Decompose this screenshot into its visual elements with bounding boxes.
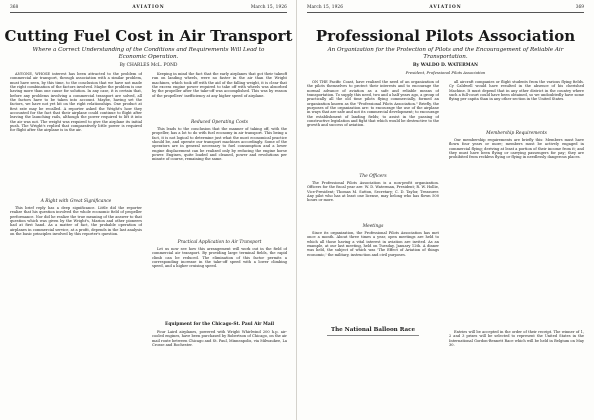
- left-col2c-paragraph: Let us now see how this arrangement will work out in the field of commercial air transport. By providing large terminal fields, the rapid climb can be reduced. The elimination of this factor permits a corresponding increase in the take-off speed with a lower climbing speed, and a higher cruising speed.: [152, 247, 287, 269]
- right-page: [297, 0, 594, 420]
- right-col1-paragraph: ON THE Pacific Coast, have realized the need of an organization of the pilots themselves to protect their interests and to encourage the normal advance of aviation as a safe and reliable means of transportation. To supply this need, two and a half years ago, a group of practically all the old time pilots flying commercially, formed an organization known as the "Professional Pilots Association." Briefly, the purposes of the organization are: to encourage the use of the airplane in ways that are safe and not its commercial development; to encourage the establishment of landing fields; to assist in the passing of constructive legislation and fight that which would be destructive to the growth and success of aviation.: [307, 80, 439, 128]
- right-col1-text: [307, 80, 439, 172]
- balloon-race-title: The National Balloon Race: [330, 327, 416, 333]
- right-col2-text: [449, 80, 584, 126]
- right-date: March 15, 1926: [307, 5, 344, 10]
- left-article-deck: Where a Correct Understanding of the Conditions and Requirements Will Lead to Economic Operation.: [32, 47, 265, 60]
- left-col2d-text: [152, 330, 287, 410]
- right-subhead-1: The Officers: [359, 174, 387, 179]
- right-header-rule: [307, 12, 584, 13]
- right-article-title: Professional Pilots Association: [315, 27, 576, 45]
- right-col2b-text: [449, 138, 584, 234]
- left-col2d-paragraph: Four Laird airplanes, powered with Wright Whirlwind 200 h.p. air-cooled engines, have been purchased by Robertson of Chicago, on the air mail route between Chicago and St. Paul, Minneapolis, via Milwaukee, La Crosse and Rochester.: [152, 330, 287, 348]
- left-running-head: AVIATION: [132, 5, 165, 10]
- right-folio: 369: [575, 5, 584, 10]
- right-article-deck: An Organization for the Protection of Pilots and the Encouragement of Reliable Air Transportation.: [327, 47, 564, 60]
- right-col2c-text: [449, 330, 584, 410]
- left-col2c-text: [152, 247, 287, 317]
- left-subhead-4: Equipment for the Chicago-St. Paul Air Mail: [164, 322, 275, 327]
- right-col2b-paragraph: Our membership requirements are briefly this: Members must have flown four years or more; members must be actively engaged in commercial flying; deriving at least a portion of their income from it; and they must have been flying or carrying passengers for pay; they are prohibited from reckless flying or flying in needlessly dangerous places.: [449, 138, 584, 160]
- balloon-race-rule: [327, 335, 419, 336]
- left-subhead-3: Practical Application to Air Transport: [177, 240, 262, 245]
- right-col2-paragraph: all aircraft companies or flight students from the various flying fields. Cy Caldwell would have resulted in the absence of his cherished Machine. It must depend that in any other district in the country where such a full-court could have been obtained, so we undoubtedly have some flying per capita than in any other section in the United States.: [449, 80, 584, 102]
- left-byline: By CHARLES McL. POND: [119, 63, 178, 68]
- right-byline: By WALDO D. WATERMAN: [412, 63, 479, 68]
- right-col1c-paragraph: Since its organization, the Professional Pilots Association has met once a month. About three times a year, open meetings are held to which all those having a vital interest in aviation are invited. As an example, at our last meeting, held on Tuesday, January 12th. A dinner was held, the subject of which was 'The Effect of Aviation of things economic,' the military, instruction and civil purposes.: [307, 231, 439, 257]
- right-running-head: AVIATION: [429, 5, 462, 10]
- left-subhead-1: A Right with Great Significance: [40, 199, 112, 204]
- left-col2b-text: [152, 127, 287, 237]
- right-col1c-text: [307, 231, 439, 411]
- left-date: March 15, 1926: [250, 5, 287, 10]
- right-col2c-paragraph: Entries will be accepted in the order of their receipt. The winner of 1, 2 and 3 prizes will be selected to represent the United States in the International Gordon-Bennett Race which will be held in Belgium on May 30.: [449, 330, 584, 348]
- left-col2-text: [152, 72, 287, 118]
- left-header-rule: [10, 12, 287, 13]
- left-article-title: Cutting Fuel Cost in Air Transport: [4, 27, 293, 45]
- right-subhead-3: Membership Requirements: [486, 131, 547, 136]
- left-col2b-paragraph: This leads to the conclusion that the manner of taking off, with the propeller, has a lot to do with fuel economy in air transport. This being a fact, it is not logical to determine just what the most economical practice should be, and operate our transport machines accordingly. Some of the operators are in general necessary to fuel consumption and a lower engine displacement can be realized only by reducing the engine horse power. Engines, quite loaded and cleaned, power and revolutions per minute of course, remaining the same.: [152, 127, 287, 162]
- left-subhead-2: Reduced Operating Costs: [190, 120, 248, 125]
- right-subhead-2: Meetings: [362, 224, 384, 229]
- left-col1-text: [10, 72, 142, 198]
- left-folio: 368: [10, 5, 19, 10]
- right-col1b-text: [307, 181, 439, 221]
- left-col1b-text: [10, 206, 142, 406]
- left-col2-paragraph: Keeping in mind the fact that the early airplanes that got their takeoff run on landing wheels, were no faster in the air than the Wright machines, which took off with the aid of the falling weight, it is clear that the excess engine power required to take off with wheels was absorbed by the propeller after the take-off was accomplished. This was by reason of the propellers' inefficiency at any higher speed of airplane.: [152, 72, 287, 98]
- right-col1b-paragraph: The Professional Pilots Association is a non-profit organization. Officers for the fiscal year are: W. D. Waterman, President; R. W. Hollie, Vice-President; Thomas M. Sutton, Secretary; C. D. Taylor, Treasurer. Any pilot who has at least one license, may belong who has flown 500 hours or more.: [307, 181, 439, 203]
- left-col1b-paragraph: This brief reply has a deep significance. Little did the reporter realize that his question involved the whole economic field of propeller performance. Nor did he realize the true meaning of the answer to that question which was given by the Wright's, Marion and other pioneers had at first hand. As a matter of fact, the probable operation of airplanes in commercial service, at a profit, depends in the last analysis on the basic principles involved by this reporter's question.: [10, 206, 142, 237]
- right-byline-title: President, Professional Pilots Association: [405, 70, 486, 75]
- left-col1-paragraph: ANYONE, WHOSE interest has been attracted to the problem of commercial air transport, through association with a similar problem, must have seen, by this time, to the conclusion that we have not made the right combination of the factors involved. Maybe the problem is one having more than one cause for solution. In any case, it is certain that, before any problems involving a commercial transport are solved, all the factors have to be taken into account. Maybe, having set the factors, we have not yet hit on the right relationships. One product at first rate may be recalled. A reporter asked the Wright's how they accounted for the fact that their airplane could continue to flight after leaving the launching rails, although the power required to lift it into the air was not. The weight was required to give the airplane its initial push. The Wright's replied that comparatively little power is required for flight after the airplane is in the air.: [10, 72, 142, 133]
